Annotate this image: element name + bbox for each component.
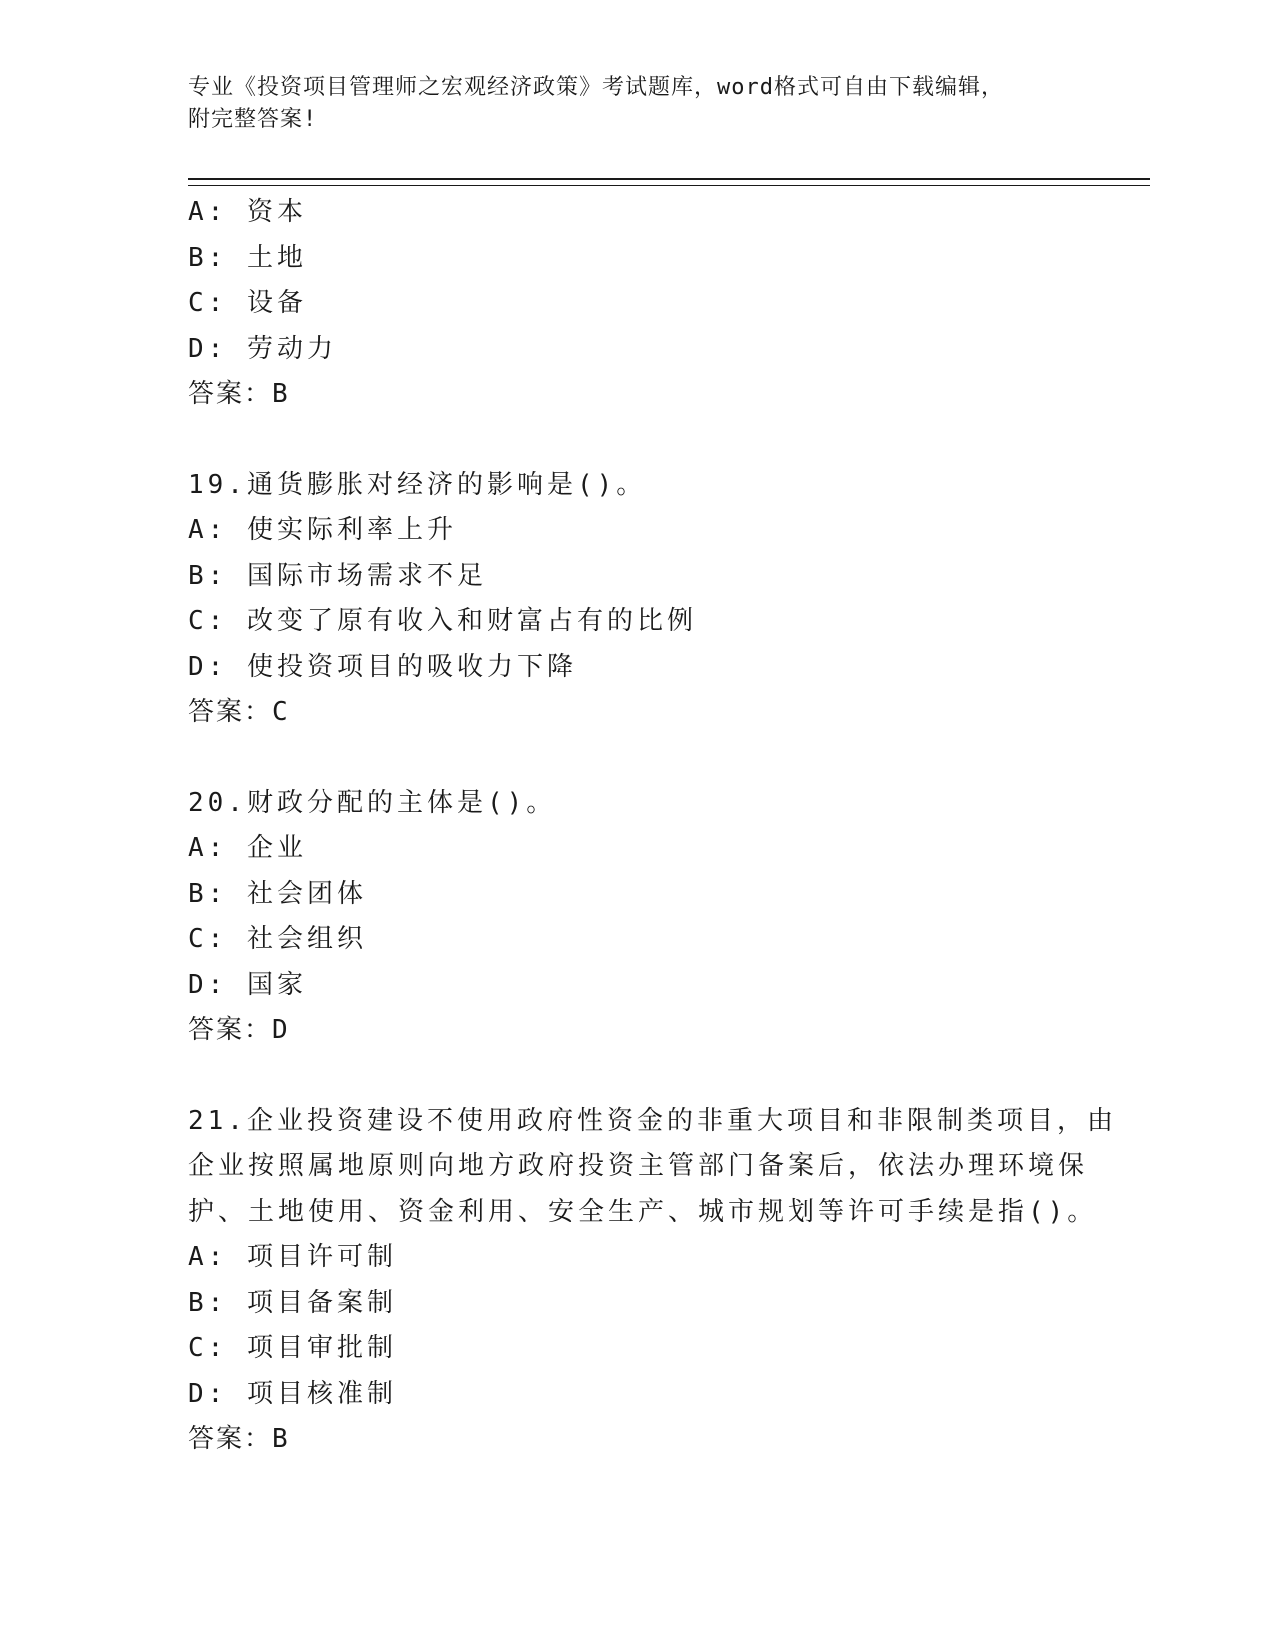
question-stem-line-1: 21.企业投资建设不使用政府性资金的非重大项目和非限制类项目，由	[188, 1105, 1117, 1136]
option-a: A: 使实际利率上升	[188, 515, 457, 545]
option-a: A: 项目许可制	[188, 1242, 397, 1272]
option-c: C: 项目审批制	[188, 1333, 397, 1363]
option-b: B: 社会团体	[188, 878, 367, 909]
question-20	[188, 781, 1088, 1054]
spacer	[188, 418, 1088, 463]
option-c: C: 改变了原有收入和财富占有的比例	[188, 606, 697, 636]
option-a: A: 资本	[188, 197, 307, 227]
question-stem-line-2: 企业按照属地原则向地方政府投资主管部门备案后，依法办理环境保	[188, 1151, 1089, 1181]
spacer	[188, 1054, 1088, 1099]
header-line-2: 附完整答案!	[188, 107, 318, 132]
option-d: D: 劳动力	[188, 333, 337, 364]
spacer	[188, 736, 1088, 781]
question-stem-line-3: 护、土地使用、资金利用、安全生产、城市规划等许可手续是指()。	[188, 1196, 1098, 1227]
option-d: D: 使投资项目的吸收力下降	[188, 651, 577, 682]
answer: 答案：B	[188, 379, 290, 409]
question-list	[188, 190, 1117, 1463]
document-page	[188, 0, 1148, 1650]
document-header	[188, 72, 1088, 136]
question-stem: 20.财政分配的主体是()。	[188, 787, 557, 818]
answer: 答案：C	[188, 697, 290, 727]
option-c: C: 设备	[188, 288, 307, 318]
option-d: D: 项目核准制	[188, 1378, 397, 1409]
option-d: D: 国家	[188, 969, 307, 1000]
option-a: A: 企业	[188, 833, 307, 863]
option-b: B: 土地	[188, 242, 307, 273]
answer: 答案：D	[188, 1015, 290, 1045]
question-18	[188, 190, 1088, 418]
answer: 答案：B	[188, 1424, 290, 1454]
option-c: C: 社会组织	[188, 924, 367, 954]
header-divider	[188, 178, 1150, 186]
question-21	[188, 1099, 1117, 1463]
question-19	[188, 463, 1088, 736]
option-b: B: 项目备案制	[188, 1287, 397, 1318]
option-b: B: 国际市场需求不足	[188, 560, 487, 591]
header-line-1: 专业《投资项目管理师之宏观经济政策》考试题库，word格式可自由下载编辑，	[188, 75, 1004, 100]
question-stem: 19.通货膨胀对经济的影响是()。	[188, 469, 647, 500]
